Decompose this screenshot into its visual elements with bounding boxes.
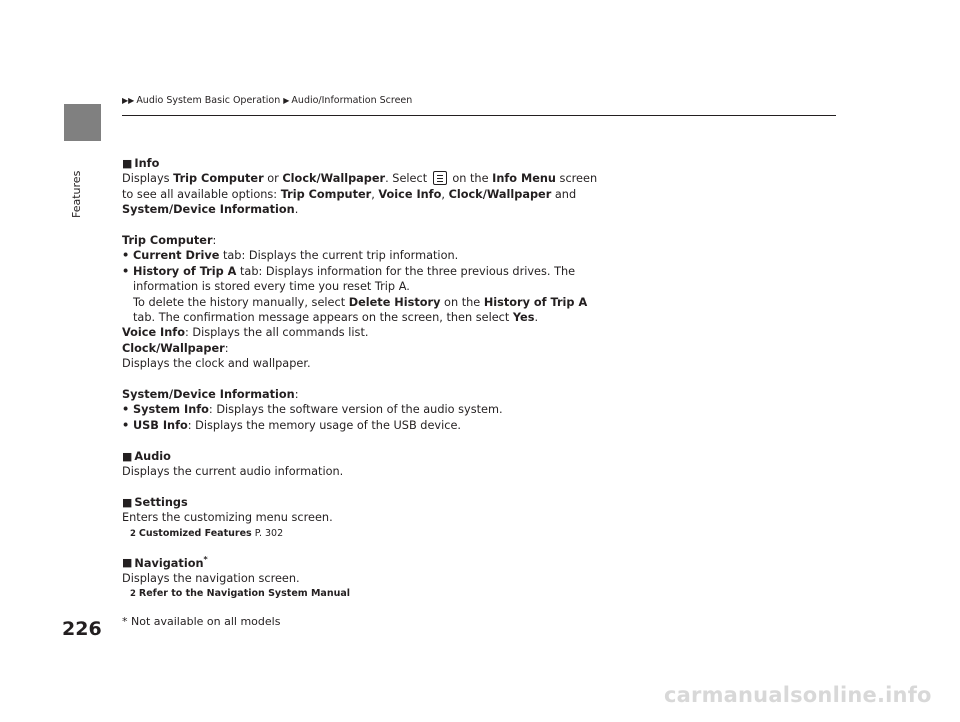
square-bullet-icon: ■ xyxy=(122,495,133,509)
section-tab xyxy=(64,104,101,141)
clock-wallpaper-heading: Clock/Wallpaper: xyxy=(122,341,229,355)
xref-page: P. 302 xyxy=(251,527,284,539)
clock-wallpaper-desc: Displays the clock and wallpaper. xyxy=(122,357,311,371)
list-item: • History of Trip A tab: Displays information for the three previous drives. The xyxy=(122,264,576,278)
list-item-continuation: To delete the history manually, select Delete History on the History of Trip A xyxy=(133,295,588,309)
breadcrumb-item[interactable]: Audio/Information Screen xyxy=(291,95,413,106)
list-item-continuation: tab. The confirmation message appears on the screen, then select Yes. xyxy=(133,311,539,325)
section-label: Features xyxy=(70,170,83,218)
navigation-xref[interactable] xyxy=(122,586,642,602)
term-info-menu: Info Menu xyxy=(492,172,556,186)
bullet-icon: • xyxy=(122,418,130,432)
audio-heading: ■ Audio xyxy=(122,449,171,463)
menu-icon xyxy=(433,171,447,185)
list-item: • System Info: Displays the software version of the audio system. xyxy=(122,403,503,417)
audio-desc: Displays the current audio information. xyxy=(122,465,344,479)
navigation-heading: ■ Navigation* xyxy=(122,554,208,570)
xref-link[interactable]: Refer to the Navigation System Manual xyxy=(138,588,351,600)
breadcrumb-arrow-icon: ▶ xyxy=(283,96,290,105)
bullet-icon: • xyxy=(122,249,130,263)
square-bullet-icon: ■ xyxy=(122,556,133,570)
page-number: 226 xyxy=(62,618,102,640)
reference-arrow-icon: 2 xyxy=(130,589,136,600)
info-paragraph-line-3: System/Device Information. xyxy=(122,203,299,217)
breadcrumb-arrow-icon: ▶▶ xyxy=(122,96,135,105)
voice-info-line: Voice Info: Displays the all commands list. xyxy=(122,326,369,340)
list-item-continuation: information is stored every time you reset Trip A. xyxy=(133,280,410,294)
settings-xref[interactable] xyxy=(122,526,642,542)
reference-arrow-icon: 2 xyxy=(130,528,136,539)
square-bullet-icon: ■ xyxy=(122,449,133,463)
info-heading: ■ Info xyxy=(122,157,160,170)
info-paragraph-line-1: Displays Trip Computer or Clock/Wallpaper. Select on the Info Menu screen xyxy=(122,172,598,186)
system-device-heading: System/Device Information: xyxy=(122,388,299,402)
term-clock-wallpaper: Clock/Wallpaper xyxy=(282,172,386,186)
breadcrumb-item[interactable]: Audio System Basic Operation xyxy=(136,95,281,106)
xref-link[interactable]: Customized Features xyxy=(138,527,252,539)
watermark: carmanualsonline.info xyxy=(664,683,932,707)
breadcrumb xyxy=(122,95,412,106)
term-trip-computer: Trip Computer xyxy=(173,172,264,186)
main-content xyxy=(122,156,642,602)
navigation-desc: Displays the navigation screen. xyxy=(122,571,300,585)
header-divider xyxy=(122,115,836,116)
list-item: • USB Info: Displays the memory usage of the USB device. xyxy=(122,418,461,432)
bullet-icon: • xyxy=(122,264,130,278)
settings-desc: Enters the customizing menu screen. xyxy=(122,511,333,525)
info-paragraph-line-2: to see all available options: Trip Computer, Voice Info, Clock/Wallpaper and xyxy=(122,187,577,201)
trip-computer-heading: Trip Computer: xyxy=(122,234,217,248)
bullet-icon: • xyxy=(122,403,130,417)
square-bullet-icon: ■ xyxy=(122,157,133,170)
list-item: • Current Drive tab: Displays the current trip information. xyxy=(122,249,459,263)
settings-heading: ■ Settings xyxy=(122,495,188,509)
footnote: * Not available on all models xyxy=(122,615,281,628)
